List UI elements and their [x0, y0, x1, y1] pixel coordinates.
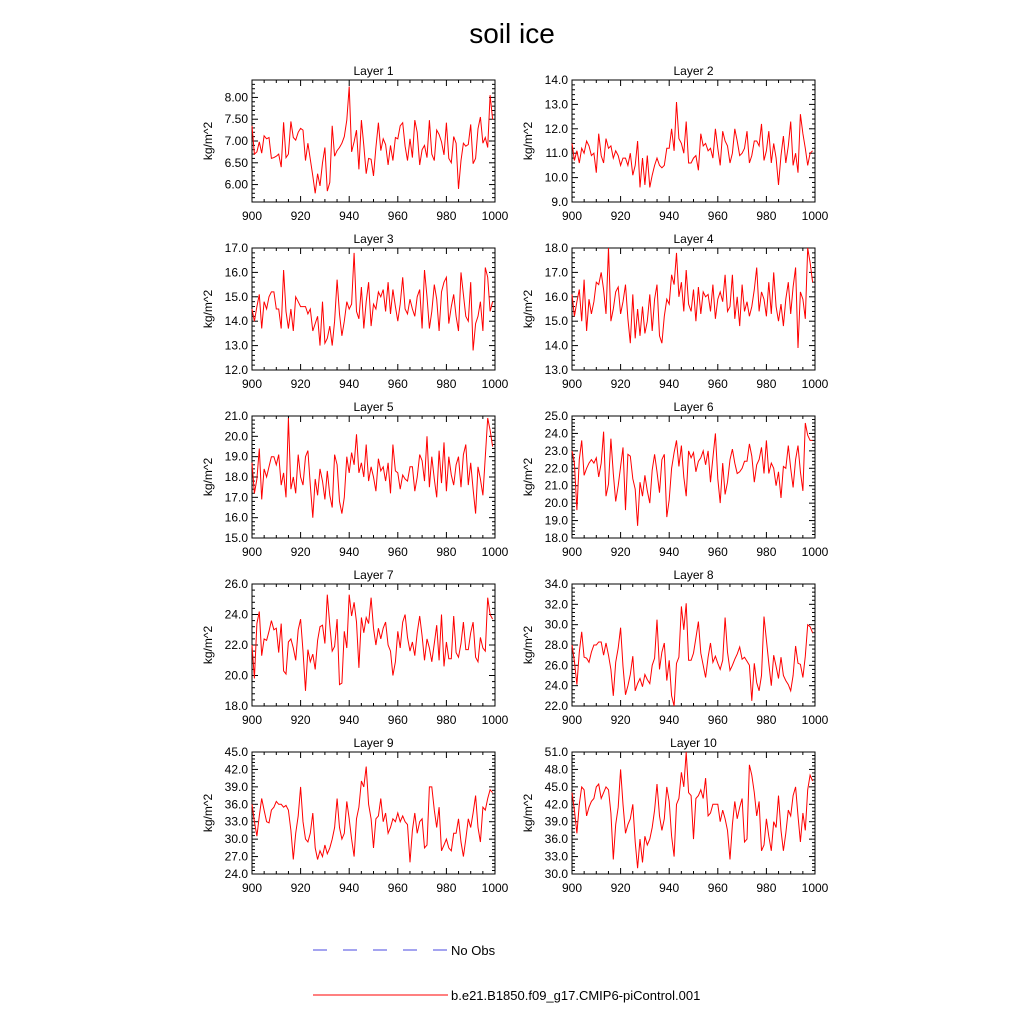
figure-title: soil ice [469, 18, 555, 49]
series-line [252, 767, 493, 863]
x-tick-label: 960 [387, 881, 408, 895]
y-tick-label: 23.0 [544, 443, 568, 458]
x-tick-label: 940 [659, 713, 680, 727]
y-tick-label: 13.0 [224, 338, 248, 353]
series-line [252, 595, 493, 691]
x-tick-label: 1000 [801, 545, 829, 559]
panel-title: Layer 2 [673, 64, 714, 78]
x-tick-label: 940 [339, 881, 360, 895]
x-tick-label: 980 [436, 209, 457, 223]
y-axis-label: kg/m^2 [521, 625, 535, 665]
panel-7 [201, 568, 509, 727]
y-tick-label: 48.0 [544, 762, 568, 777]
panel-8 [521, 568, 829, 727]
plot-frame [252, 248, 495, 370]
y-tick-label: 25.0 [544, 409, 568, 423]
legend-model-label: b.e21.B1850.f09_g17.CMIP6-piControl.001 [451, 988, 701, 1003]
y-tick-label: 36.0 [224, 797, 248, 812]
y-tick-label: 26.0 [544, 658, 568, 673]
y-tick-label: 6.50 [224, 155, 248, 170]
y-axis-label: kg/m^2 [201, 121, 215, 161]
y-tick-label: 15.0 [224, 531, 248, 545]
x-tick-label: 900 [241, 209, 263, 223]
panel-title: Layer 10 [670, 736, 717, 750]
x-tick-label: 920 [290, 881, 311, 895]
y-tick-label: 22.0 [544, 461, 568, 476]
x-tick-label: 940 [659, 545, 680, 559]
x-tick-label: 900 [561, 881, 583, 895]
x-tick-label: 1000 [801, 713, 829, 727]
x-tick-label: 1000 [801, 209, 829, 223]
y-tick-label: 45.0 [224, 745, 248, 759]
panel-10 [521, 736, 829, 895]
x-tick-label: 920 [290, 209, 311, 223]
y-tick-label: 21.0 [544, 478, 568, 493]
x-tick-label: 1000 [801, 377, 829, 391]
panel-title: Layer 5 [353, 400, 394, 414]
panel-title: Layer 9 [353, 736, 394, 750]
panel-title: Layer 7 [353, 568, 394, 582]
series-line [252, 87, 493, 194]
y-tick-label: 22.0 [224, 638, 248, 652]
x-tick-label: 960 [387, 209, 408, 223]
x-tick-label: 980 [436, 377, 457, 391]
panel-2 [521, 64, 829, 223]
y-tick-label: 30.0 [544, 617, 568, 632]
series-line [572, 752, 813, 868]
x-tick-label: 900 [241, 545, 263, 559]
x-tick-label: 960 [707, 881, 728, 895]
y-tick-label: 16.0 [544, 289, 568, 304]
panel-title: Layer 1 [353, 64, 394, 78]
panel-title: Layer 6 [673, 400, 714, 414]
plot-frame [572, 752, 815, 874]
x-tick-label: 940 [659, 377, 680, 391]
y-tick-label: 13.0 [544, 97, 568, 112]
y-tick-label: 24.0 [224, 867, 248, 881]
y-tick-label: 19.0 [224, 449, 248, 464]
x-tick-label: 920 [290, 713, 311, 727]
x-tick-label: 940 [339, 713, 360, 727]
panel-4 [521, 232, 829, 391]
y-tick-label: 17.0 [224, 490, 248, 505]
x-tick-label: 1000 [481, 209, 509, 223]
panel-5 [201, 400, 509, 559]
y-axis-label: kg/m^2 [201, 625, 215, 665]
y-axis-label: kg/m^2 [201, 289, 215, 329]
y-tick-label: 19.0 [544, 513, 568, 528]
x-tick-label: 1000 [481, 713, 509, 727]
x-tick-label: 940 [339, 209, 360, 223]
y-tick-label: 17.0 [224, 241, 248, 255]
y-tick-label: 27.0 [224, 849, 248, 864]
y-tick-label: 8.00 [224, 90, 248, 105]
y-tick-label: 36.0 [544, 832, 568, 847]
series-line [572, 423, 813, 526]
series-line [252, 418, 493, 518]
y-tick-label: 9.0 [551, 195, 568, 209]
y-tick-label: 18.0 [544, 241, 568, 255]
y-tick-label: 18.0 [224, 470, 248, 484]
x-tick-label: 900 [561, 713, 583, 727]
y-tick-label: 45.0 [544, 779, 568, 794]
x-tick-label: 920 [610, 713, 631, 727]
y-tick-label: 14.0 [224, 314, 248, 329]
x-tick-label: 960 [387, 545, 408, 559]
y-tick-label: 39.0 [544, 814, 568, 829]
y-tick-label: 24.0 [544, 678, 568, 693]
x-tick-label: 900 [561, 545, 583, 559]
y-tick-label: 15.0 [544, 314, 568, 329]
x-tick-label: 980 [756, 881, 777, 895]
x-tick-label: 900 [241, 377, 263, 391]
x-tick-label: 1000 [801, 881, 829, 895]
y-tick-label: 14.0 [544, 338, 568, 353]
y-tick-label: 16.0 [224, 510, 248, 525]
x-tick-label: 980 [436, 713, 457, 727]
x-tick-label: 920 [610, 209, 631, 223]
y-tick-label: 30.0 [224, 832, 248, 847]
x-tick-label: 920 [290, 377, 311, 391]
x-tick-label: 920 [610, 377, 631, 391]
y-tick-label: 10.0 [544, 170, 568, 185]
y-axis-label: kg/m^2 [521, 457, 535, 497]
x-tick-label: 980 [756, 545, 777, 559]
series-line [572, 603, 813, 706]
panel-9 [201, 736, 509, 895]
series-line [252, 253, 493, 351]
y-tick-label: 22.0 [544, 699, 568, 713]
y-tick-label: 33.0 [544, 849, 568, 864]
panel-title: Layer 3 [353, 232, 394, 246]
x-tick-label: 900 [561, 377, 583, 391]
y-tick-label: 6.00 [224, 177, 248, 192]
x-tick-label: 960 [707, 713, 728, 727]
x-tick-label: 940 [339, 545, 360, 559]
x-tick-label: 900 [241, 713, 263, 727]
y-tick-label: 30.0 [544, 867, 568, 881]
x-tick-label: 1000 [481, 377, 509, 391]
legend-obs-label: No Obs [451, 943, 496, 958]
y-tick-label: 39.0 [224, 779, 248, 794]
y-tick-label: 15.0 [224, 289, 248, 304]
y-tick-label: 7.50 [224, 112, 248, 127]
y-tick-label: 11.0 [545, 146, 568, 161]
x-tick-label: 920 [610, 545, 631, 559]
y-tick-label: 18.0 [224, 699, 248, 713]
y-axis-label: kg/m^2 [201, 457, 215, 497]
y-tick-label: 12.0 [224, 363, 248, 377]
y-tick-label: 18.0 [544, 531, 568, 545]
y-tick-label: 42.0 [544, 797, 568, 812]
x-tick-label: 980 [756, 209, 777, 223]
panel-title: Layer 8 [673, 568, 714, 582]
x-tick-label: 960 [387, 713, 408, 727]
panel-title: Layer 4 [673, 232, 714, 246]
x-tick-label: 960 [707, 377, 728, 391]
y-tick-label: 42.0 [224, 762, 248, 777]
x-tick-label: 960 [707, 209, 728, 223]
y-tick-label: 51.0 [544, 745, 568, 759]
y-tick-label: 21.0 [224, 409, 248, 423]
x-tick-label: 960 [387, 377, 408, 391]
panels-grid [201, 64, 829, 895]
panel-1 [201, 64, 509, 223]
y-tick-label: 17.0 [544, 265, 568, 280]
y-tick-label: 20.0 [544, 496, 568, 511]
legend [313, 943, 700, 1003]
x-tick-label: 940 [659, 881, 680, 895]
y-tick-label: 24.0 [544, 426, 568, 441]
y-tick-label: 20.0 [224, 429, 248, 444]
y-tick-label: 32.0 [544, 597, 568, 612]
x-tick-label: 980 [436, 881, 457, 895]
y-tick-label: 13.0 [544, 363, 568, 377]
x-tick-label: 940 [659, 209, 680, 223]
y-axis-label: kg/m^2 [521, 793, 535, 833]
y-tick-label: 20.0 [224, 668, 248, 683]
series-line [572, 248, 813, 348]
y-tick-label: 14.0 [544, 73, 568, 87]
plot-frame [572, 584, 815, 706]
x-tick-label: 920 [610, 881, 631, 895]
x-tick-label: 940 [339, 377, 360, 391]
y-axis-label: kg/m^2 [201, 793, 215, 833]
x-tick-label: 1000 [481, 881, 509, 895]
panel-6 [521, 400, 829, 559]
x-tick-label: 980 [436, 545, 457, 559]
y-tick-label: 34.0 [544, 577, 568, 591]
y-tick-label: 24.0 [224, 607, 248, 622]
y-tick-label: 33.0 [224, 814, 248, 829]
y-tick-label: 12.0 [544, 121, 568, 136]
y-axis-label: kg/m^2 [521, 121, 535, 161]
x-tick-label: 900 [241, 881, 263, 895]
x-tick-label: 980 [756, 377, 777, 391]
x-tick-label: 1000 [481, 545, 509, 559]
y-tick-label: 7.00 [224, 134, 248, 148]
x-tick-label: 960 [707, 545, 728, 559]
y-axis-label: kg/m^2 [521, 289, 535, 329]
x-tick-label: 900 [561, 209, 583, 223]
x-tick-label: 980 [756, 713, 777, 727]
y-tick-label: 26.0 [224, 577, 248, 591]
plot-frame [572, 248, 815, 370]
y-tick-label: 16.0 [224, 265, 248, 280]
y-tick-label: 28.0 [544, 638, 568, 652]
series-line [572, 102, 813, 187]
x-tick-label: 920 [290, 545, 311, 559]
panel-3 [201, 232, 509, 391]
